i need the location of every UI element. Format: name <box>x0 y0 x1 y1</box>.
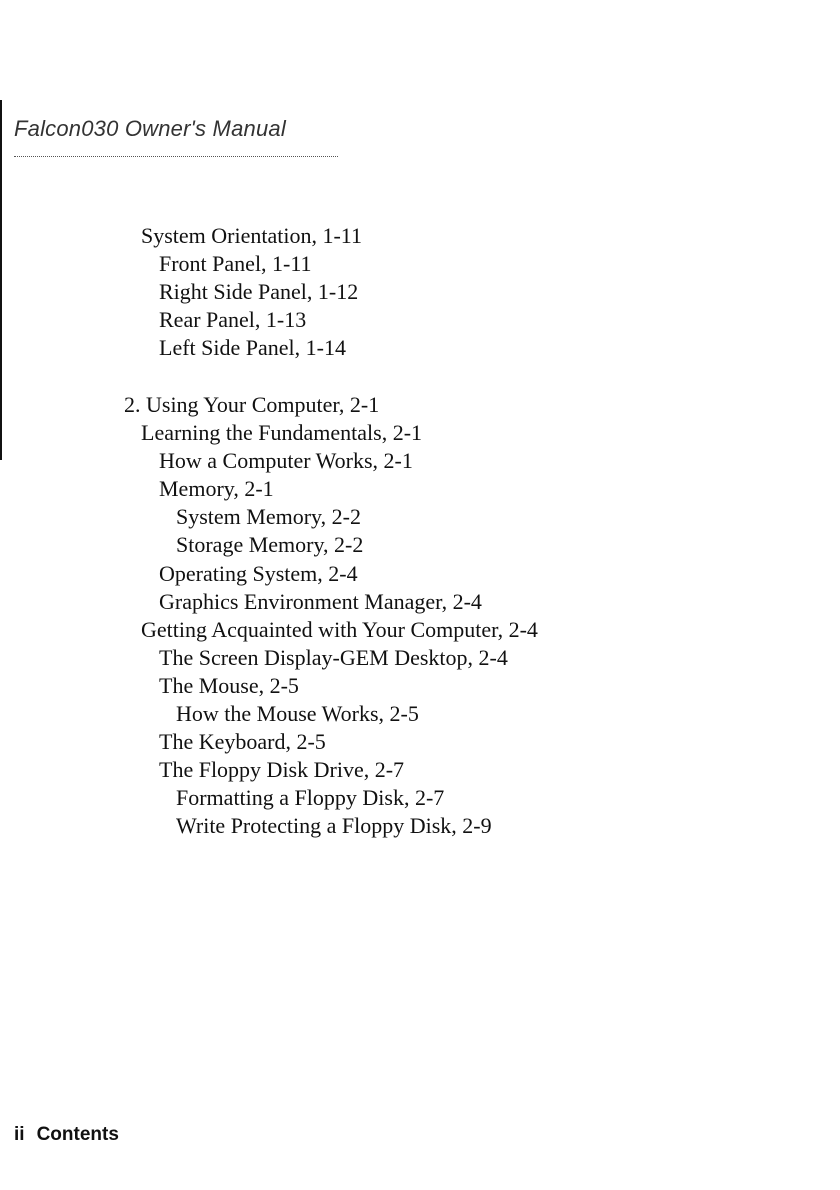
toc-entry: Write Protecting a Floppy Disk, 2-9 <box>176 813 492 838</box>
toc-entry: Memory, 2-1 <box>159 476 274 501</box>
toc-entry: Learning the Fundamentals, 2-1 <box>141 420 423 445</box>
toc-entry: Operating System, 2-4 <box>159 561 358 586</box>
toc-entry: How the Mouse Works, 2-5 <box>176 701 419 726</box>
footer-section-label: Contents <box>36 1124 119 1145</box>
toc-entry: Graphics Environment Manager, 2-4 <box>159 589 482 614</box>
toc-entry: The Screen Display-GEM Desktop, 2-4 <box>159 645 508 670</box>
toc-entry: System Orientation, 1-11 <box>141 223 362 248</box>
toc-entry: Left Side Panel, 1-14 <box>159 335 346 360</box>
toc-entry: The Floppy Disk Drive, 2-7 <box>159 757 405 782</box>
margin-rule <box>0 100 2 460</box>
toc-entry: Front Panel, 1-11 <box>159 251 312 276</box>
toc-entry: The Mouse, 2-5 <box>159 673 299 698</box>
toc-entry: Getting Acquainted with Your Computer, 2-4 <box>141 617 538 642</box>
header-rule <box>14 156 338 157</box>
page-footer <box>14 1124 119 1146</box>
running-header-title: Falcon030 Owner's Manual <box>14 116 286 141</box>
toc-entry: System Memory, 2-2 <box>176 504 361 529</box>
toc-entry: Rear Panel, 1-13 <box>159 307 307 332</box>
toc-entry: Formatting a Floppy Disk, 2-7 <box>176 785 445 810</box>
toc-entry: The Keyboard, 2-5 <box>159 729 326 754</box>
toc-entry: How a Computer Works, 2-1 <box>159 448 413 473</box>
toc-entry: Right Side Panel, 1-12 <box>159 279 359 304</box>
toc-entry: Storage Memory, 2-2 <box>176 532 364 557</box>
toc-chapter-entry: 2. Using Your Computer, 2-1 <box>124 392 380 417</box>
page-number: ii <box>14 1124 25 1145</box>
